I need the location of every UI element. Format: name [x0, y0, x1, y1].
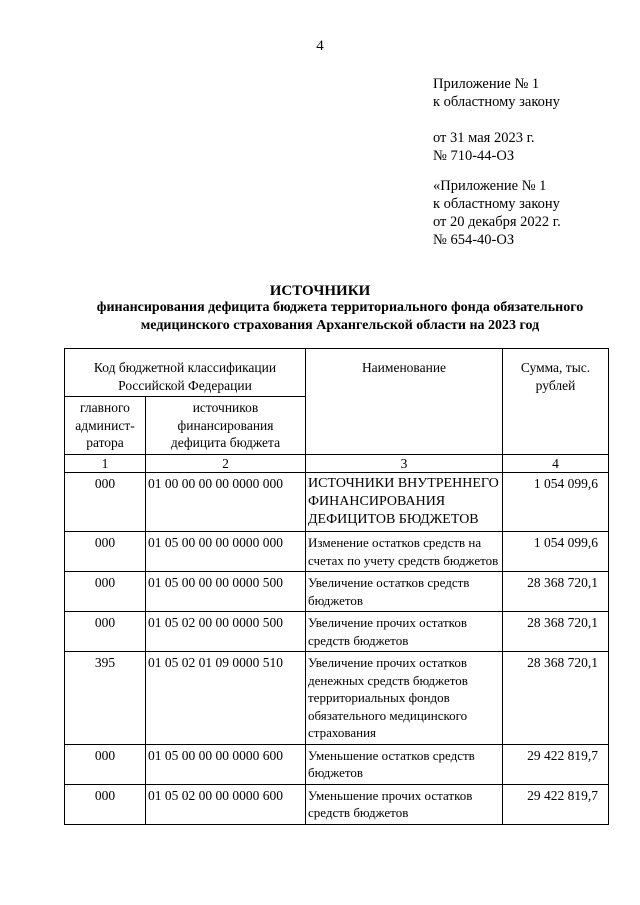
- cell-name: Уменьшение остатков средств бюджетов: [306, 744, 503, 784]
- table-header-row: [65, 349, 609, 397]
- cell-amount: 28 368 720,1: [503, 652, 609, 745]
- table-row: [65, 652, 609, 745]
- cell-name: Увеличение остатков средств бюджетов: [306, 572, 503, 612]
- subtitle-line: финансирования дефицита бюджета территориального фонда обязательного: [96, 300, 584, 315]
- table-row: [65, 744, 609, 784]
- cell-name: Увеличение прочих остатков денежных средств бюджетов территориальных фондов обязательного медицинского страхования: [306, 652, 503, 745]
- cell-code: 01 05 00 00 00 0000 600: [146, 744, 306, 784]
- appendix-line: Приложение № 1: [433, 76, 540, 92]
- cell-code: 01 05 00 00 00 0000 500: [146, 572, 306, 612]
- appendix-line: от 20 декабря 2022 г.: [433, 214, 561, 230]
- cell-code: 01 05 00 00 00 0000 000: [146, 532, 306, 572]
- appendix-line: к областному закону: [433, 94, 560, 110]
- column-number: 4: [503, 454, 609, 473]
- column-numbers-row: [65, 454, 609, 473]
- cell-admin: 000: [65, 532, 146, 572]
- page-number: 4: [316, 38, 324, 54]
- header-classification: Код бюджетной классификации Российской Федерации: [65, 349, 306, 397]
- table-row: [65, 532, 609, 572]
- cell-admin: 000: [65, 612, 146, 652]
- document-subtitle: [40, 299, 640, 335]
- header-admin: главного админист-ратора: [65, 397, 146, 455]
- column-number: 1: [65, 454, 146, 473]
- appendix-line: к областному закону: [433, 196, 560, 212]
- cell-code: 01 05 02 01 09 0000 510: [146, 652, 306, 745]
- cell-admin: 000: [65, 744, 146, 784]
- table-row: [65, 572, 609, 612]
- cell-name: Увеличение прочих остатков средств бюджетов: [306, 612, 503, 652]
- cell-admin: 395: [65, 652, 146, 745]
- cell-amount: 1 054 099,6: [503, 473, 609, 532]
- appendix-line: № 710-44-ОЗ: [433, 148, 515, 164]
- column-number: 3: [306, 454, 503, 473]
- appendix-line: «Приложение № 1: [433, 178, 547, 194]
- appendix-line: № 654-40-ОЗ: [433, 232, 515, 248]
- cell-code: 01 05 02 00 00 0000 600: [146, 784, 306, 824]
- cell-name: Изменение остатков средств на счетах по учету средств бюджетов: [306, 532, 503, 572]
- cell-code: 01 00 00 00 00 0000 000: [146, 473, 306, 532]
- appendix-line: от 31 мая 2023 г.: [433, 130, 535, 146]
- sources-table: [64, 348, 609, 825]
- table-row: [65, 612, 609, 652]
- cell-amount: 29 422 819,7: [503, 784, 609, 824]
- header-amount: Сумма, тыс. рублей: [503, 349, 609, 455]
- appendix-spacer: [433, 111, 560, 129]
- cell-admin: 000: [65, 784, 146, 824]
- document-title: ИСТОЧНИКИ: [269, 283, 371, 299]
- cell-admin: 000: [65, 473, 146, 532]
- column-number: 2: [146, 454, 306, 473]
- header-name: Наименование: [306, 349, 503, 455]
- table-row: [65, 473, 609, 532]
- cell-name: Уменьшение прочих остатков средств бюджетов: [306, 784, 503, 824]
- cell-admin: 000: [65, 572, 146, 612]
- appendix-previous-reference: [433, 177, 561, 249]
- cell-amount: 28 368 720,1: [503, 572, 609, 612]
- header-sources: источников финансирования дефицита бюджета: [146, 397, 306, 455]
- cell-amount: 29 422 819,7: [503, 744, 609, 784]
- subtitle-line: медицинского страхования Архангельской области на 2023 год: [140, 318, 540, 333]
- cell-amount: 1 054 099,6: [503, 532, 609, 572]
- table-row: [65, 784, 609, 824]
- appendix-current-reference: [433, 75, 560, 165]
- cell-name: ИСТОЧНИКИ ВНУТРЕННЕГО ФИНАНСИРОВАНИЯ ДЕФИЦИТОВ БЮДЖЕТОВ: [306, 473, 503, 532]
- cell-amount: 28 368 720,1: [503, 612, 609, 652]
- cell-code: 01 05 02 00 00 0000 500: [146, 612, 306, 652]
